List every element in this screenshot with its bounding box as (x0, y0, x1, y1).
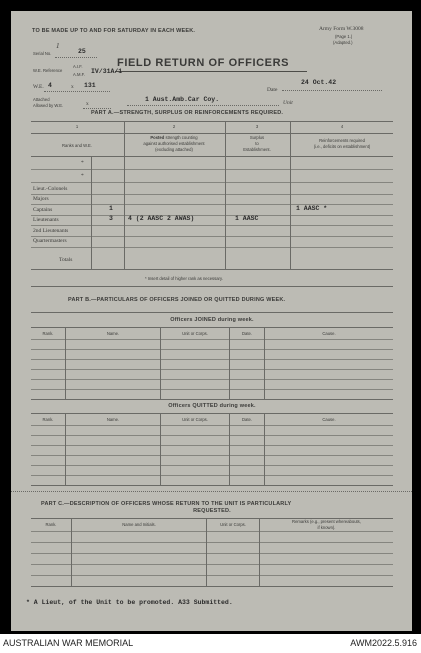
part-a-footnote: * Insert detail of higher rank as necessary. (145, 276, 223, 281)
joined-col-date: Date. (241, 331, 252, 336)
part-a-top-rule (31, 121, 393, 122)
row-rule-8 (31, 247, 393, 248)
we-value-x: x (71, 84, 74, 90)
rank-lieut-colonels: Lieut.-Colonels (33, 186, 68, 192)
col-head-posted-line2: against authorised establishment (143, 141, 205, 146)
quitted-row-rule (31, 435, 393, 436)
part-b-top-rule (31, 312, 393, 313)
serial-mark: 1 (56, 42, 60, 50)
part-c-row-rule (31, 542, 393, 543)
rank-quartermasters: Quartermasters (33, 238, 67, 244)
row-rule-2 (31, 182, 393, 183)
rank-2nd-lieutenants: 2nd Lieutenants (33, 228, 69, 234)
row-rule-6 (31, 225, 393, 226)
col-head-surplus-line3: Establishment. (243, 147, 271, 152)
footer-institution: AUSTRALIAN WAR MEMORIAL (3, 638, 134, 648)
part-c-bottom-rule (31, 586, 393, 587)
col-head-surplus-line2: to (255, 141, 259, 146)
part-a-bottom-rule (31, 269, 393, 270)
quitted-vline (160, 413, 161, 485)
part-a-vline-a (91, 156, 92, 269)
captains-posted-value: 1 (109, 205, 113, 212)
page-number: (Page 1.) (335, 34, 353, 39)
part-c-col-remarks: Remarks (e.g., present whereabouts, (292, 519, 361, 524)
row-rule-7 (31, 236, 393, 237)
part-c-col-name: Name and Initials. (122, 522, 156, 527)
serial-line (55, 57, 97, 58)
aif-label: A.I.F. (73, 64, 83, 69)
quitted-row-rule (31, 445, 393, 446)
col-head-posted: Posted strength counting (150, 135, 198, 140)
army-form-number: Army Form W.3008 (319, 26, 364, 32)
quitted-vline (264, 413, 265, 485)
col-head-ranks: Ranks and W.E. (61, 143, 93, 148)
date-value: 24 Oct.42 (301, 79, 337, 86)
quitted-col-date: Date. (241, 417, 252, 422)
col-head-reinforcements: Reinforcements required (319, 138, 365, 143)
joined-col-cause: Cause. (322, 331, 336, 336)
we-reference-label: W.E. Reference (33, 68, 63, 73)
part-a-vline-b (124, 121, 125, 269)
quitted-row-rule (31, 455, 393, 456)
row-rule-1 (31, 169, 393, 170)
part-a-number-rule (31, 133, 393, 134)
quitted-col-rank: Rank. (42, 417, 54, 422)
col-number-2: 2 (172, 124, 176, 129)
lieutenants-surplus-value: 1 AASC (235, 215, 259, 222)
captains-reinforcement-value: 1 AASC * (296, 205, 328, 212)
rank-lieutenants: Lieutenants (33, 217, 59, 223)
title-underline (115, 71, 307, 72)
joined-row-rule (31, 369, 393, 370)
quitted-row-rule (31, 465, 393, 466)
part-c-col-unit: Unit or Corps. (220, 522, 246, 527)
joined-row-rule (31, 339, 393, 340)
part-c-row-rule (31, 531, 393, 532)
unit-line (127, 105, 279, 106)
part-a-head-rule (31, 156, 393, 157)
part-c-row-rule (31, 553, 393, 554)
date-label: Date (267, 87, 278, 93)
col-head-posted-line3: (excluding attached) (155, 147, 193, 152)
col-head-surplus: Surplus (249, 135, 265, 140)
part-c-title-line2: REQUESTED. (193, 508, 231, 514)
joined-col-unit: Unit or Corps. (182, 331, 208, 336)
serial-label: Serial No. (33, 51, 52, 56)
quitted-col-name: Name. (106, 417, 120, 422)
part-c-title: PART C.—DESCRIPTION OF OFFICERS WHOSE RETURN TO THE UNIT IS PARTICULARLY (41, 501, 292, 507)
part-c-vline (259, 518, 260, 586)
quitted-row-rule (31, 475, 393, 476)
totals-label: Totals (59, 257, 73, 263)
we-reference-value: IV/31A/1 (91, 68, 123, 75)
attached-label: Attached (33, 97, 50, 102)
joined-title: Officers JOINED during week. (170, 317, 254, 323)
joined-col-rank: Rank. (42, 331, 54, 336)
quitted-col-cause: Cause. (322, 417, 336, 422)
joined-vline (160, 327, 161, 399)
form-title: FIELD RETURN OF OFFICERS (117, 57, 290, 69)
col-number-1: 1 (75, 124, 79, 129)
allowed-label: Allowed by W.E. (33, 103, 64, 108)
joined-title-rule (31, 327, 393, 328)
joined-row-rule (31, 359, 393, 360)
asterisk-1: * (81, 160, 84, 166)
joined-col-name: Name. (106, 331, 120, 336)
joined-row-rule (31, 379, 393, 380)
rank-captains: Captains (33, 207, 53, 213)
part-a-footnote-rule (31, 286, 393, 287)
part-a-vline-d (290, 121, 291, 269)
part-c-vline (206, 518, 207, 586)
lieutenants-count-value: 3 (109, 215, 113, 222)
quitted-col-unit: Unit or Corps. (182, 417, 208, 422)
part-c-row-rule (31, 564, 393, 565)
part-b-title: PART B.—PARTICULARS OF OFFICERS JOINED OR QUITTED DURING WEEK. (68, 297, 286, 303)
row-rule-4 (31, 204, 393, 205)
form-sheet (11, 11, 412, 631)
col-number-3: 3 (255, 124, 259, 129)
joined-row-rule (31, 389, 393, 390)
joined-vline (65, 327, 66, 399)
quitted-title: Officers QUITTED during week. (168, 403, 256, 409)
typed-note: * A Lieut, of the Unit to be promoted. A33 Submitted. (26, 599, 233, 606)
we-value-b: 131 (84, 82, 96, 89)
part-c-row-rule (31, 575, 393, 576)
quitted-vline (65, 413, 66, 485)
quitted-bottom-rule (31, 485, 393, 486)
footer-accession-number: AWM2022.5.916 (350, 638, 417, 648)
adapted-note: (Adapted.) (333, 40, 353, 45)
date-line (282, 90, 382, 91)
unit-label: Unit (283, 100, 293, 106)
quitted-vline (229, 413, 230, 485)
we-line (44, 91, 110, 92)
we-label: W.E. (33, 84, 44, 90)
col-number-4: 4 (340, 124, 344, 129)
attached-x: x (86, 101, 89, 107)
archive-footer (0, 634, 421, 653)
part-c-vline (71, 518, 72, 586)
col-head-reinforcements-line2: (i.e., deficits on establishment) (313, 144, 371, 149)
quitted-row-rule (31, 425, 393, 426)
top-note: TO BE MADE UP TO AND FOR SATURDAY IN EACH WEEK. (32, 28, 196, 34)
fold-line (11, 491, 412, 492)
rank-majors: Majors (33, 196, 49, 202)
we-value-a: 4 (48, 82, 52, 89)
joined-row-rule (31, 349, 393, 350)
serial-value: 25 (78, 48, 86, 55)
part-a-title: PART A.—STRENGTH, SURPLUS OR REINFORCEMENTS REQUIRED. (91, 110, 284, 116)
quitted-title-rule (31, 413, 393, 414)
unit-value: 1 Aust.Amb.Car Coy. (145, 96, 220, 103)
amf-label: A.M.F. (73, 72, 85, 77)
part-c-col-rank: Rank. (45, 522, 57, 527)
part-a-vline-c (225, 121, 226, 269)
row-rule-5 (31, 215, 393, 216)
lieutenants-posted-value: 4 (2 AASC 2 AWAS) (128, 215, 195, 222)
asterisk-2: * (81, 173, 84, 179)
attached-line (83, 108, 111, 109)
joined-bottom-rule (31, 399, 393, 400)
row-rule-3 (31, 194, 393, 195)
joined-vline (229, 327, 230, 399)
joined-vline (264, 327, 265, 399)
part-c-col-remarks-line2: if known). (317, 525, 336, 530)
